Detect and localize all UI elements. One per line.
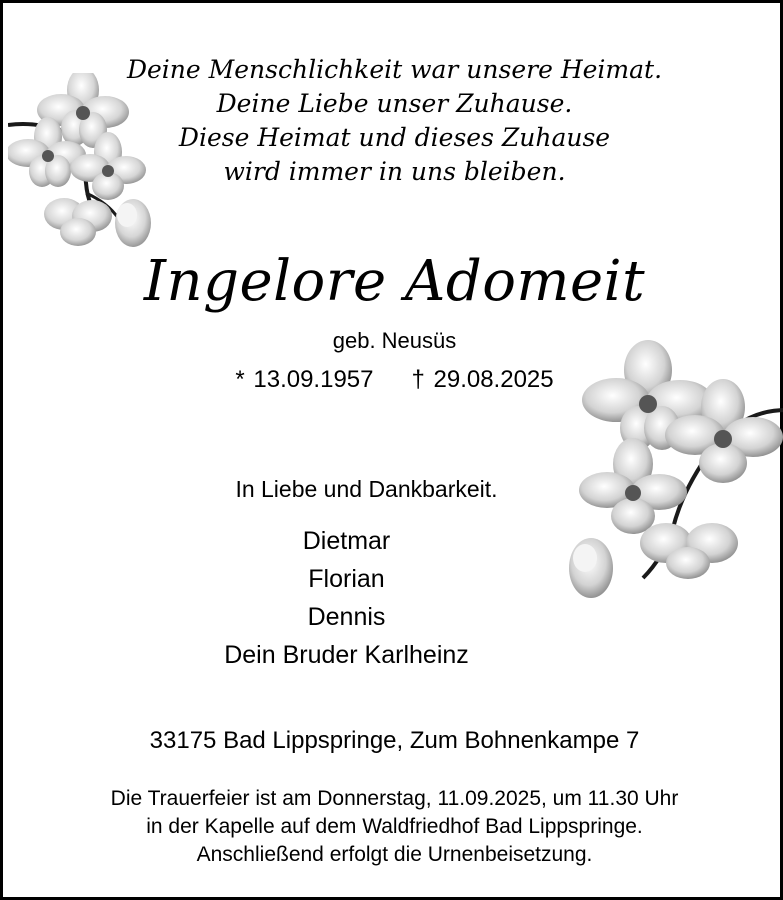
service-line: Anschließend erfolgt die Urnenbeisetzung. (196, 843, 593, 866)
mourner-name: Dein Bruder Karlheinz (224, 641, 469, 669)
life-dates (3, 364, 783, 396)
mourners-list (0, 522, 738, 674)
service-info (3, 785, 783, 869)
death-date: † 29.08.2025 (411, 366, 554, 393)
mourner-name: Dennis (307, 603, 386, 631)
birth-date: * 13.09.1957 (235, 366, 374, 393)
service-line: in der Kapelle auf dem Waldfriedhof Bad Lippspringe. (146, 815, 643, 838)
mourner-name: Florian (308, 565, 385, 593)
deceased-name: Ingelore Adomeit (143, 249, 646, 314)
verse-line: wird immer in uns bleiben. (223, 157, 566, 186)
service-line: Die Trauerfeier ist am Donnerstag, 11.09.2025, um 11.30 Uhr (110, 787, 679, 810)
verse-line: Deine Liebe unser Zuhause. (216, 89, 573, 118)
verse-line: Diese Heimat und dieses Zuhause (178, 123, 611, 152)
verse (3, 53, 783, 189)
address: 33175 Bad Lippspringe, Zum Bohnenkampe 7 (149, 727, 640, 754)
birth-name: geb. Neusüs (332, 328, 457, 353)
verse-line: Deine Menschlichkeit war unsere Heimat. (126, 55, 663, 84)
mourner-name: Dietmar (302, 527, 391, 555)
thanks-line: In Liebe und Dankbarkeit. (235, 476, 498, 502)
